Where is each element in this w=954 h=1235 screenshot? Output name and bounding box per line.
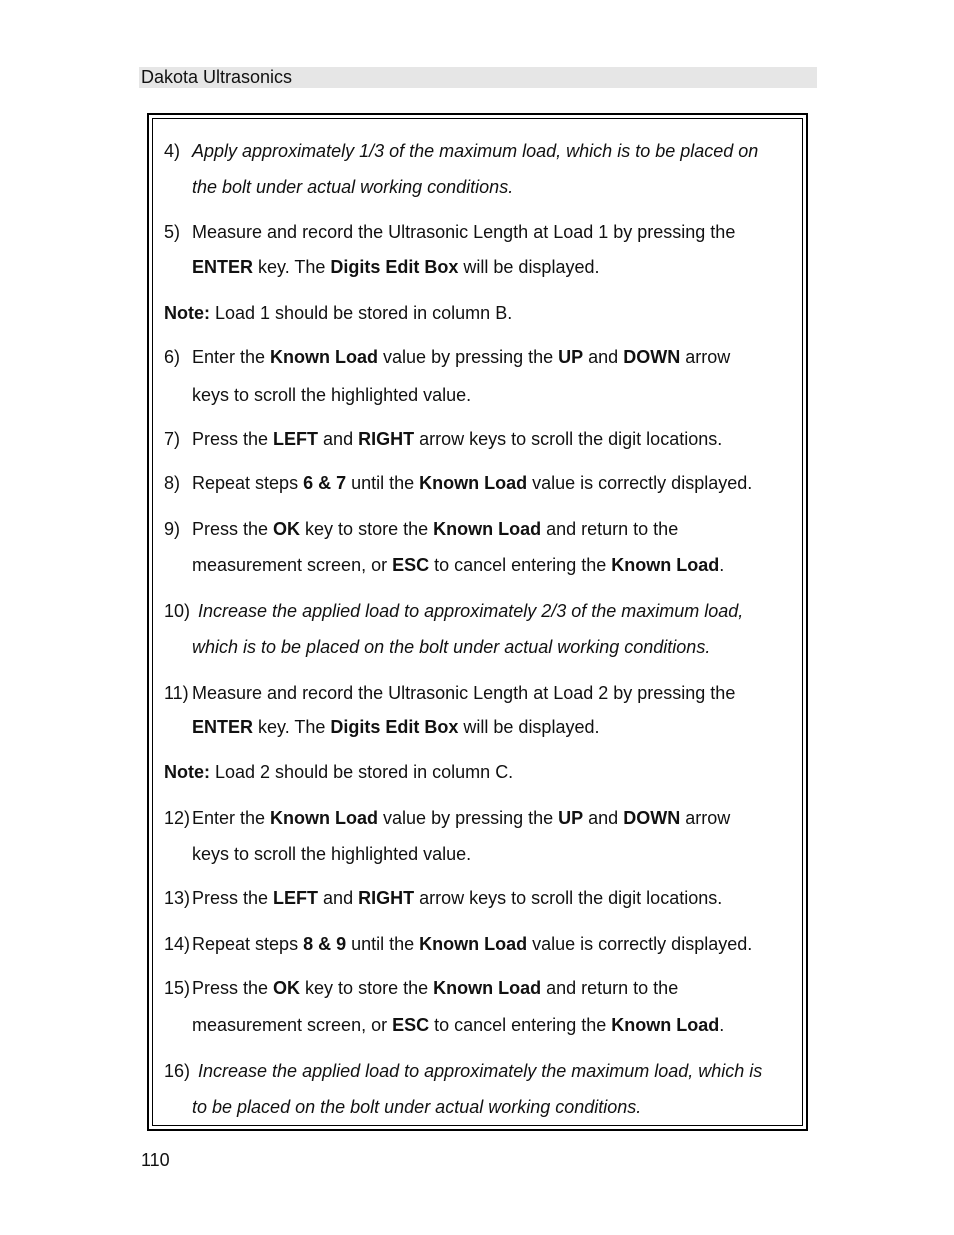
text: value is correctly displayed. — [527, 934, 753, 954]
text: and — [318, 429, 359, 449]
ui-term: Known Load — [433, 519, 542, 539]
step-number: 4) — [164, 141, 181, 161]
ui-term: Digits Edit Box — [330, 717, 459, 737]
text: Enter the — [192, 808, 271, 828]
step-reference: 6 & 7 — [303, 473, 347, 493]
key-name: DOWN — [623, 347, 681, 367]
step-text: Increase the applied load to approximately the maximum load, which is — [198, 1061, 763, 1081]
text: to cancel entering the — [429, 555, 612, 575]
step-number: 13) — [164, 888, 191, 908]
step-number: 15) — [164, 978, 191, 998]
step-text: Increase the applied load to approximately 2/3 of the maximum load, — [198, 601, 744, 621]
text: key. The — [253, 257, 331, 277]
step-number: 8) — [164, 473, 181, 493]
step-text: Measure and record the Ultrasonic Length at Load 1 by pressing the — [192, 222, 736, 242]
step-text: Measure and record the Ultrasonic Length at Load 2 by pressing the — [192, 683, 736, 703]
note-label: Note: — [164, 762, 210, 782]
step-text-line — [192, 807, 730, 829]
step-text: to be placed on the bolt under actual working conditions. — [192, 1097, 642, 1117]
text: key. The — [253, 717, 331, 737]
step-number: 7) — [164, 429, 181, 449]
key-name: LEFT — [273, 429, 319, 449]
note-text: Load 1 should be stored in column B. — [210, 303, 513, 323]
text: Press the — [192, 978, 274, 998]
ui-term: Known Load — [419, 934, 528, 954]
step-text: keys to scroll the highlighted value. — [192, 385, 472, 405]
text: Press the — [192, 888, 274, 908]
step-text-line — [192, 554, 724, 576]
note-label: Note: — [164, 303, 210, 323]
step-text-line — [192, 472, 752, 494]
key-name: DOWN — [623, 808, 681, 828]
step-number: 11) — [164, 683, 189, 703]
page-number: 110 — [141, 1150, 170, 1170]
note-line — [164, 761, 513, 783]
key-name: OK — [273, 978, 301, 998]
text: Enter the — [192, 347, 271, 367]
key-name: RIGHT — [358, 888, 415, 908]
text: Press the — [192, 519, 274, 539]
text: Repeat steps — [192, 934, 304, 954]
step-text-line — [192, 256, 599, 278]
step-text-line — [192, 716, 599, 738]
ui-term: Known Load — [419, 473, 528, 493]
key-name: ENTER — [192, 257, 254, 277]
step-text-line — [192, 933, 752, 955]
text: and — [583, 347, 624, 367]
text: to cancel entering the — [429, 1015, 612, 1035]
key-name: RIGHT — [358, 429, 415, 449]
text: . — [719, 1015, 725, 1035]
ui-term: Known Load — [433, 978, 542, 998]
step-text-line — [192, 1014, 724, 1036]
step-text: the bolt under actual working conditions. — [192, 177, 514, 197]
text: value is correctly displayed. — [527, 473, 753, 493]
key-name: ESC — [392, 1015, 430, 1035]
step-number: 10) — [164, 601, 191, 621]
step-text-line — [192, 977, 678, 999]
running-header — [139, 67, 817, 88]
note-text: Load 2 should be stored in column C. — [210, 762, 514, 782]
key-name: UP — [558, 808, 584, 828]
ui-term: Known Load — [611, 555, 720, 575]
step-number: 12) — [164, 808, 191, 828]
text: and — [583, 808, 624, 828]
note-line — [164, 302, 512, 324]
text: and return to the — [541, 519, 679, 539]
text: and return to the — [541, 978, 679, 998]
text: key to store the — [300, 519, 434, 539]
key-name: LEFT — [273, 888, 319, 908]
text: measurement screen, or — [192, 1015, 393, 1035]
text: arrow — [680, 347, 731, 367]
text: Press the — [192, 429, 274, 449]
step-reference: 8 & 9 — [303, 934, 347, 954]
text: will be displayed. — [458, 257, 600, 277]
key-name: ESC — [392, 555, 430, 575]
text: until the — [346, 934, 420, 954]
ui-term: Digits Edit Box — [330, 257, 459, 277]
text: will be displayed. — [458, 717, 600, 737]
step-number: 9) — [164, 519, 181, 539]
text: . — [719, 555, 725, 575]
step-text-line — [192, 887, 722, 909]
step-text-line — [192, 428, 722, 450]
step-number: 6) — [164, 347, 181, 367]
text: and — [318, 888, 359, 908]
step-number: 16) — [164, 1061, 191, 1081]
ui-term: Known Load — [611, 1015, 720, 1035]
text: until the — [346, 473, 420, 493]
text: arrow — [680, 808, 731, 828]
step-text-line — [192, 346, 730, 368]
step-text-line — [192, 518, 678, 540]
text: arrow keys to scroll the digit locations. — [414, 888, 723, 908]
key-name: OK — [273, 519, 301, 539]
text: arrow keys to scroll the digit locations. — [414, 429, 723, 449]
step-text: which is to be placed on the bolt under actual working conditions. — [192, 637, 711, 657]
ui-term: Known Load — [270, 347, 379, 367]
step-text: keys to scroll the highlighted value. — [192, 844, 472, 864]
step-number: 14) — [164, 934, 191, 954]
key-name: ENTER — [192, 717, 254, 737]
key-name: UP — [558, 347, 584, 367]
header-title: Dakota Ultrasonics — [141, 67, 293, 87]
ui-term: Known Load — [270, 808, 379, 828]
text: key to store the — [300, 978, 434, 998]
step-number: 5) — [164, 222, 181, 242]
text: value by pressing the — [378, 808, 559, 828]
step-text: Apply approximately 1/3 of the maximum load, which is to be placed on — [192, 141, 759, 161]
text: measurement screen, or — [192, 555, 393, 575]
text: value by pressing the — [378, 347, 559, 367]
text: Repeat steps — [192, 473, 304, 493]
